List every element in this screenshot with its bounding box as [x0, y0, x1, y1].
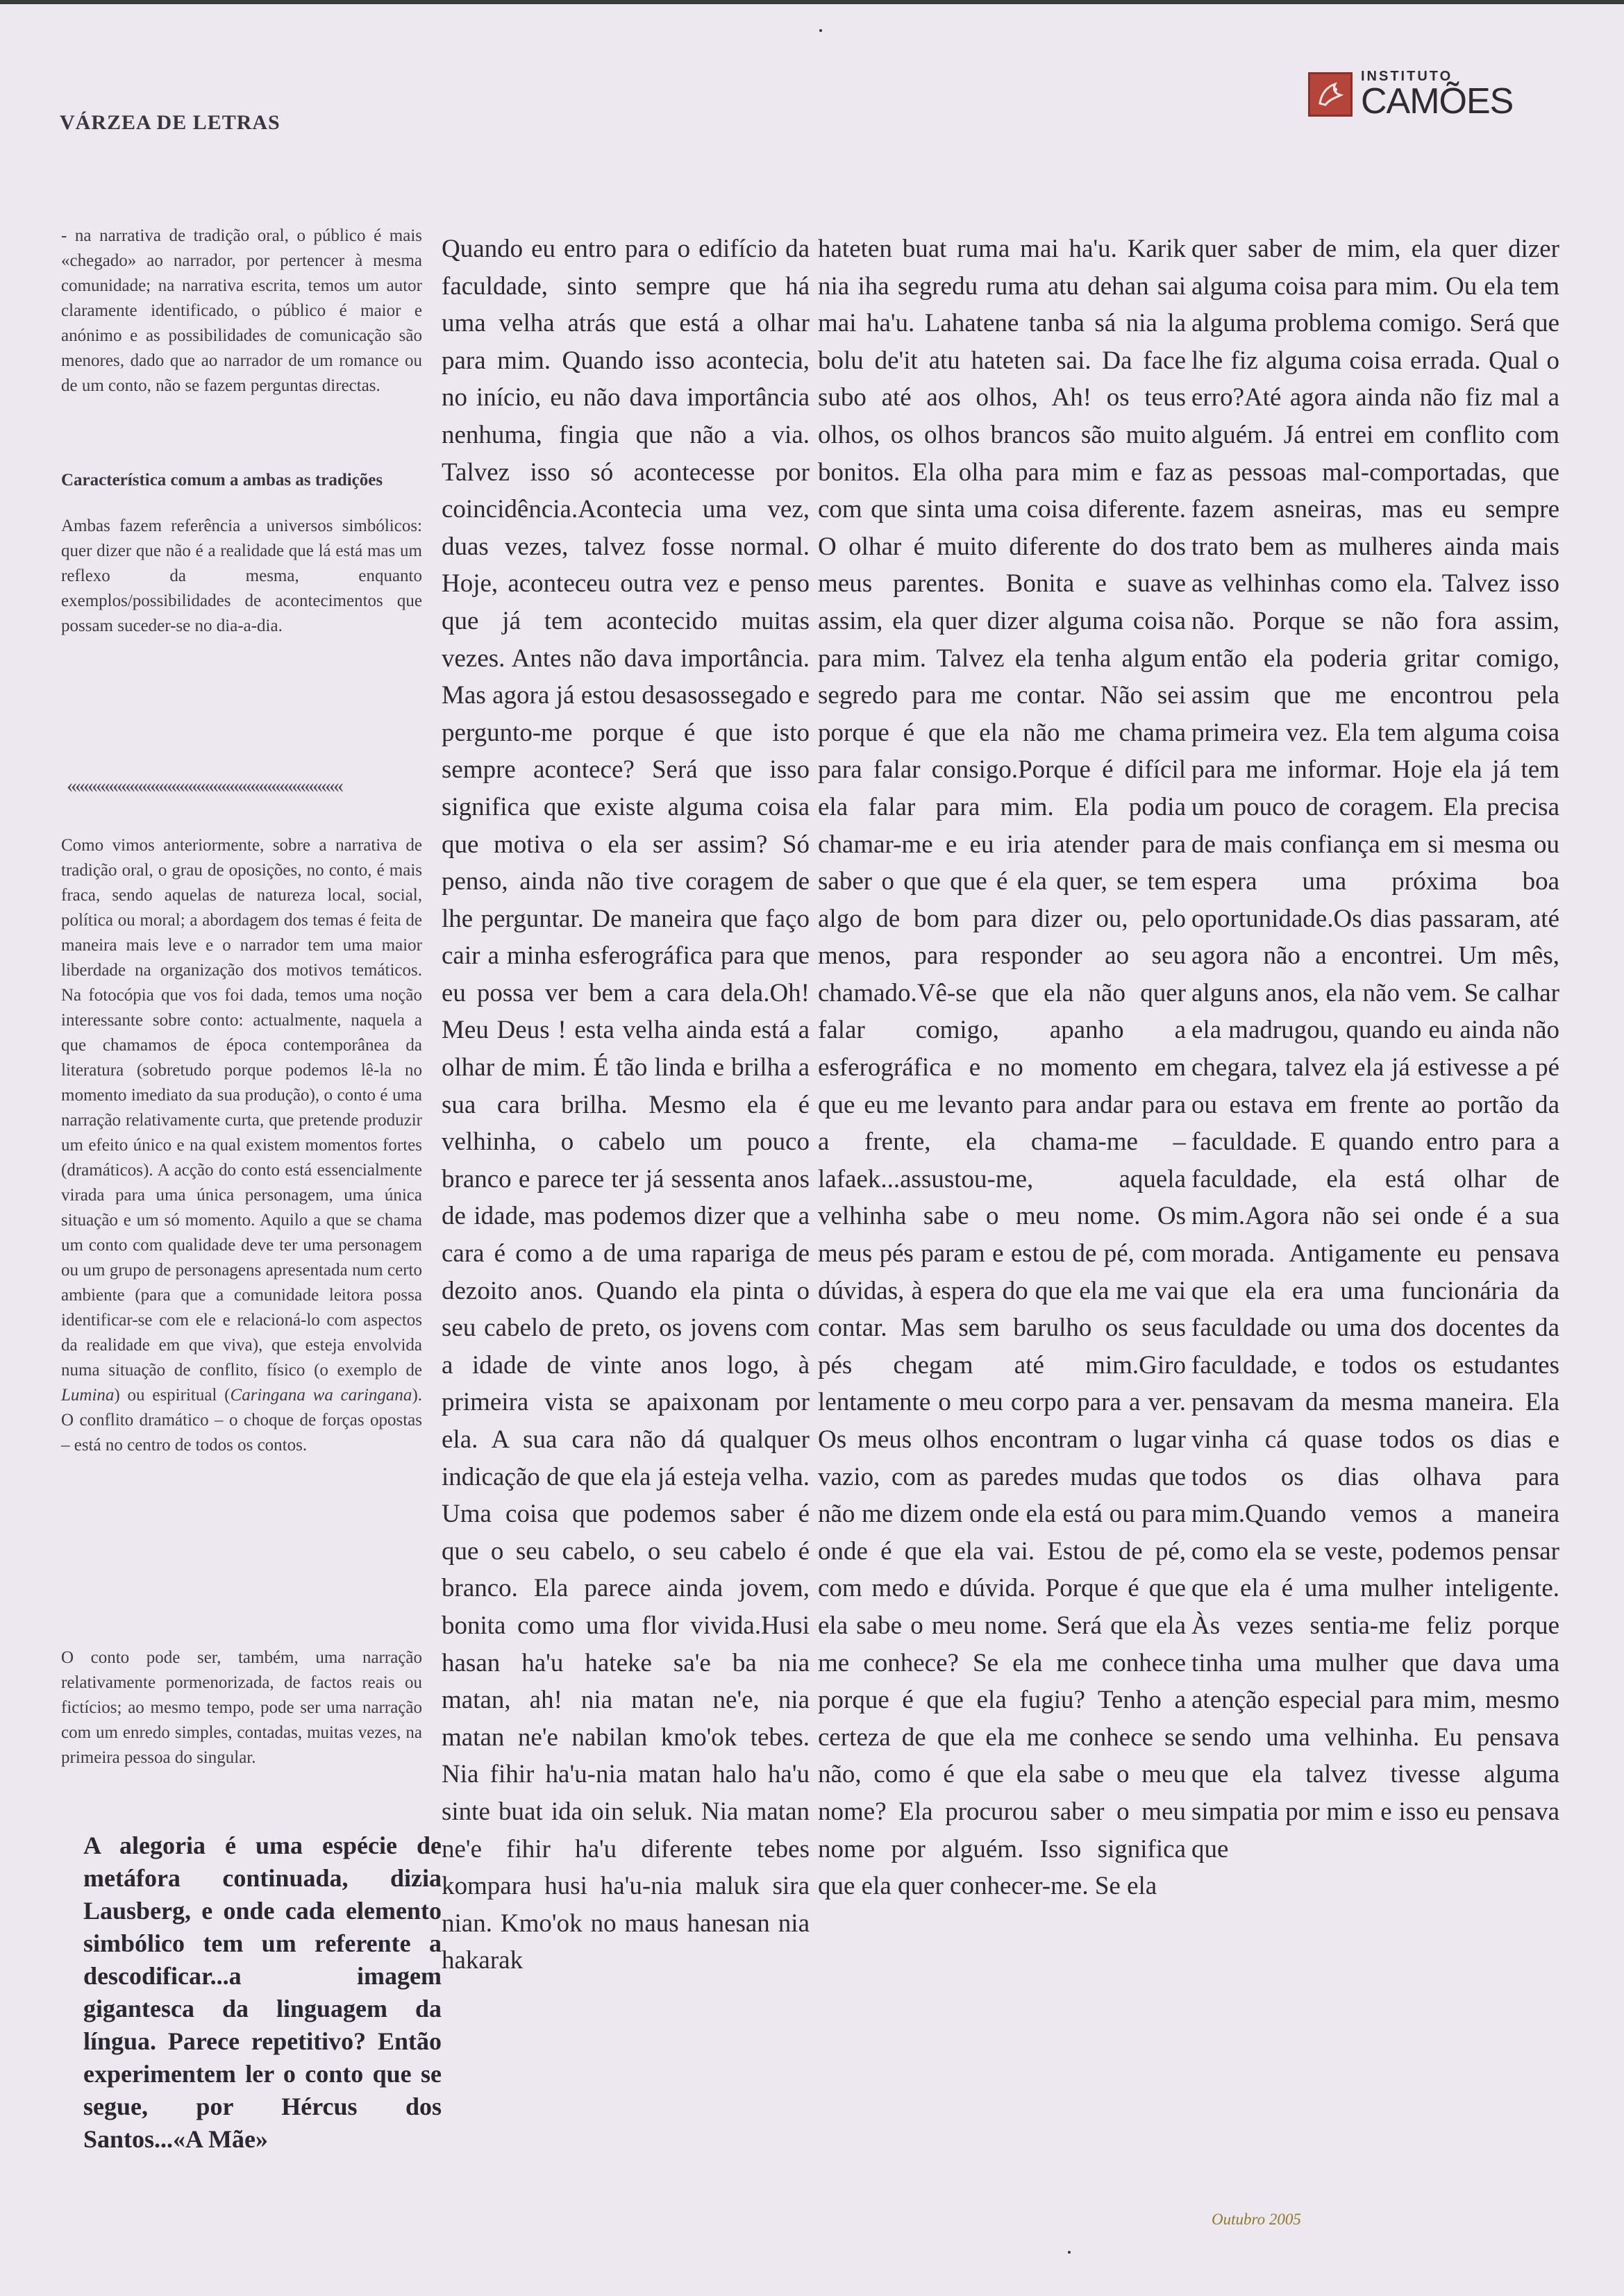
logo-camoes: CAMÕES — [1361, 81, 1514, 121]
story-column-3 — [1191, 231, 1559, 2202]
issue-date: Outubro 2005 — [1212, 2211, 1301, 2228]
camoes-emblem-icon — [1308, 72, 1353, 117]
sidebar-paragraph-3 — [61, 833, 422, 1458]
story-column-2 — [818, 231, 1186, 2202]
story-text-3: quer saber de mim, ela quer dizer alguma coisa para mim. Ou ela tem alguma problema comigo. Será que lhe fiz alguma coisa errada. Qual o erro?Até agora ainda não fiz mal a alguém. Já entrei em conflito com as pessoas mal-comportadas, que fazem asneiras, mas eu sempre trato bem as mulheres ainda mais as velhinhas como ela. Talvez isso não. Porque se não fora assim, então ela poderia gritar comigo, assim que me encontrou pela primeira vez. Ela tem alguma coisa para me informar. Hoje ela já tem um pouco de coragem. Ela precisa de mais confiança em si mesma ou espera uma próxima boa oportunidade.Os dias passaram, até agora não a encontrei. Um mês, alguns anos, ela não vem. Se calhar ela madrugou, quando eu ainda não chegara, talvez ela já estivesse a pé ou estava em frente ao portão da faculdade. E quando entro para a faculdade, ela está olhar de mim.Agora não sei onde é a sua morada. Antigamente eu pensava que ela era uma funcionária da faculdade ou uma dos docentes da faculdade, e todos os estudantes pensavam da mesma maneira. Ela vinha cá quase todos os dias e todos os dias olhava para mim.Quando vemos a maneira como ela se veste, podemos pensar que ela é uma mulher inteligente. Às vezes sentia-me feliz porque tinha uma mulher que dava uma atenção especial para mim, mesmo sendo uma velhinha. Eu pensava que ela talvez tivesse alguma simpatia por mim e isso eu pensava que — [1191, 235, 1559, 1863]
logo-instituto: INSTITUTO — [1361, 69, 1453, 84]
sidebar-text-narration: O conto pode ser, também, uma narração relativamente pormenorizada, de factos reais ou fictícios; ao mesmo tempo, pode ser uma narração com um enredo simples, contadas, muitas vezes, na primeira pessoa do singular. — [61, 1648, 422, 1767]
title-lumina: Lumina — [61, 1386, 115, 1405]
conto-text-c: ). O conflito dramático – o choque de forças opostas – está no centro de todos os contos. — [61, 1386, 423, 1455]
conto-text-b: ) ou espiritual ( — [114, 1386, 231, 1405]
sidebar-subhead-block — [61, 468, 422, 493]
section-title: VÁRZEA DE LETRAS — [60, 111, 281, 134]
top-border — [0, 0, 1624, 4]
logo-text — [1361, 69, 1513, 119]
sidebar-paragraph-4 — [61, 1645, 422, 1770]
separator-guillemets: ««««««««««««««««««««««««««««««««« — [67, 774, 342, 797]
instituto-camoes-logo — [1308, 69, 1537, 119]
sidebar-text-conto — [61, 833, 422, 1458]
conto-text-a: Como vimos anteriormente, sobre a narrativa de tradição oral, o grau de oposições, no conto, é mais fraca, sendo aquelas de natureza local, social, política ou moral; a abordagem dos temas é feita de maneira mais leve e o narrador tem uma maior liberdade na organização dos motivos temáticos. Na fotocópia que vos foi dada, temos uma noção interessante sobre conto: actualmente, naquela a que chamamos de época contemporânea da literatura (sobretudo porque podemos lê-la no momento imediato da sua produção), o conto é uma narração relativamente curta, que pretende produzir um efeito único e na qual existem momentos fortes (dramáticos). A acção do conto está essencialmente virada para uma única personagem, uma única situação e um só momento. Aquilo a que se chama um conto com qualidade deve ter uma personagem ou um grupo de personagens apresentada num certo ambiente (para que a comunidade leitora possa identificar-se com ele e relacioná-lo com aspectos da realidade em que viva), que esteja envolvida numa situação de conflito, físico (o exemplo de — [61, 836, 422, 1380]
callout-alegoria: A alegoria é uma espécie de metáfora continuada, dizia Lausberg, e onde cada elemento simbólico tem um referente a descodificar...a imagem gigantesca da linguagem da língua. Parece repetitivo? Então experimentem ler o conto que se segue, por Hércus dos Santos...«A Mãe» — [83, 1832, 442, 2153]
speck — [819, 29, 822, 32]
sidebar-text-symbolic: Ambas fazem referência a universos simbólicos: quer dizer que não é a realidade que lá está mas um reflexo da mesma, enquanto exemplos/possibilidades de acontecimentos que possam suceder-se no dia-a-dia. — [61, 517, 422, 635]
story-text-2: hateten buat ruma mai ha'u. Karik nia iha segredu ruma atu dehan sai mai ha'u. Lahatene tanba sá nia la bolu de'it atu hateten sai. Da face subo até aos olhos, Ah! os teus olhos, os olhos brancos são muito bonitos. Ela olha para mim e faz com que sinta uma coisa diferente. O olhar é muito diferente do dos meus parentes. Bonita e suave assim, ela quer dizer alguma coisa para mim. Talvez ela tenha algum segredo para me contar. Não sei porque é que ela não me chama para falar consigo.Porque é difícil ela falar para mim. Ela podia chamar-me e eu iria atender para saber o que que é ela quer, se tem algo de bom para dizer ou, pelo menos, para responder ao seu chamado.Vê-se que ela não quer falar comigo, apanho a esferográfica e no momento em que eu me levanto para andar para a frente, ela chama-me – lafaek...assustou-me, aquela velhinha sabe o meu nome. Os meus pés param e estou de pé, com dúvidas, à espera do que ela me vai contar. Mas sem barulho os seus pés chegam até mim.Giro lentamente o meu corpo para a ver. Os meus olhos encontram o lugar vazio, com as paredes mudas que não me dizem onde ela está ou para onde é que ela vai. Estou de pé, com medo e dúvida. Porque é que ela sabe o meu nome. Será que ela me conhece? Se ela me conhece porque é que ela fugiu? Tenho a certeza de que ela me conhece se não, como é que ela sabe o meu nome? Ela procurou saber o meu nome por alguém. Isso significa que ela quer conhecer-me. Se ela — [818, 235, 1186, 1901]
sidebar-subhead: Característica comum a ambas as tradições — [61, 471, 383, 489]
speck — [1068, 2251, 1071, 2254]
emblem-glyph-icon — [1314, 78, 1346, 110]
sidebar-text-oral-vs-written: - na narrativa de tradição oral, o público é mais «chegado» ao narrador, por pertencer à mesma comunidade; na narrativa escrita, temos um autor claramente identificado, o público é maior e anónimo e as possibilidades de comunicação são menores, dado que ao narrador de um romance ou de um conto, não se fazem perguntas directas. — [61, 226, 422, 395]
story-text-1: Quando eu entro para o edifício da faculdade, sinto sempre que há uma velha atrás que está a olhar para mim. Quando isso acontecia, no início, eu não dava importância nenhuma, fingia que não a via. Talvez isso só acontecesse por coincidência.Acontecia uma vez, duas vezes, talvez fosse normal. Hoje, aconteceu outra vez e penso que já tem acontecido muitas vezes. Antes não dava importância. Mas agora já estou desasossegado e pergunto-me porque é que isto sempre acontece? Será que isso significa que existe alguma coisa que motiva o ela ser assim? Só penso, ainda não tive coragem de lhe perguntar. De maneira que faço cair a minha esferográfica para que eu possa ver bem a cara dela.Oh! Meu Deus ! esta velha ainda está a olhar de mim. É tão linda e brilha a sua cara brilha. Mesmo ela é velhinha, o cabelo um pouco branco e parece ter já sessenta anos de idade, mas podemos dizer que a cara é como a de uma rapariga de dezoito anos. Quando ela pinta o seu cabelo de preto, os jovens com a idade de vinte anos logo, à primeira vista se apaixonam por ela. A sua cara não dá qualquer indicação de que ela já esteja velha. Uma coisa que podemos saber é que o seu cabelo, o seu cabelo é branco. Ela parece ainda jovem, bonita como uma flor vivida.Husi hasan ha'u hateke sa'e ba nia matan, ah! nia matan ne'e, nia matan ne'e nabilan kmo'ok tebes. Nia fihir ha'u-nia matan halo ha'u sinte buat ida oin seluk. Nia matan ne'e fihir ha'u diferente tebes kompara husi ha'u-nia maluk sira nian. Kmo'ok no maus hanesan nia hakarak — [442, 235, 810, 1975]
sidebar-paragraph-2 — [61, 514, 422, 639]
title-caringana: Caringana wa caringana — [230, 1386, 412, 1405]
sidebar-paragraph-1 — [61, 224, 422, 399]
story-column-1 — [442, 231, 810, 2202]
